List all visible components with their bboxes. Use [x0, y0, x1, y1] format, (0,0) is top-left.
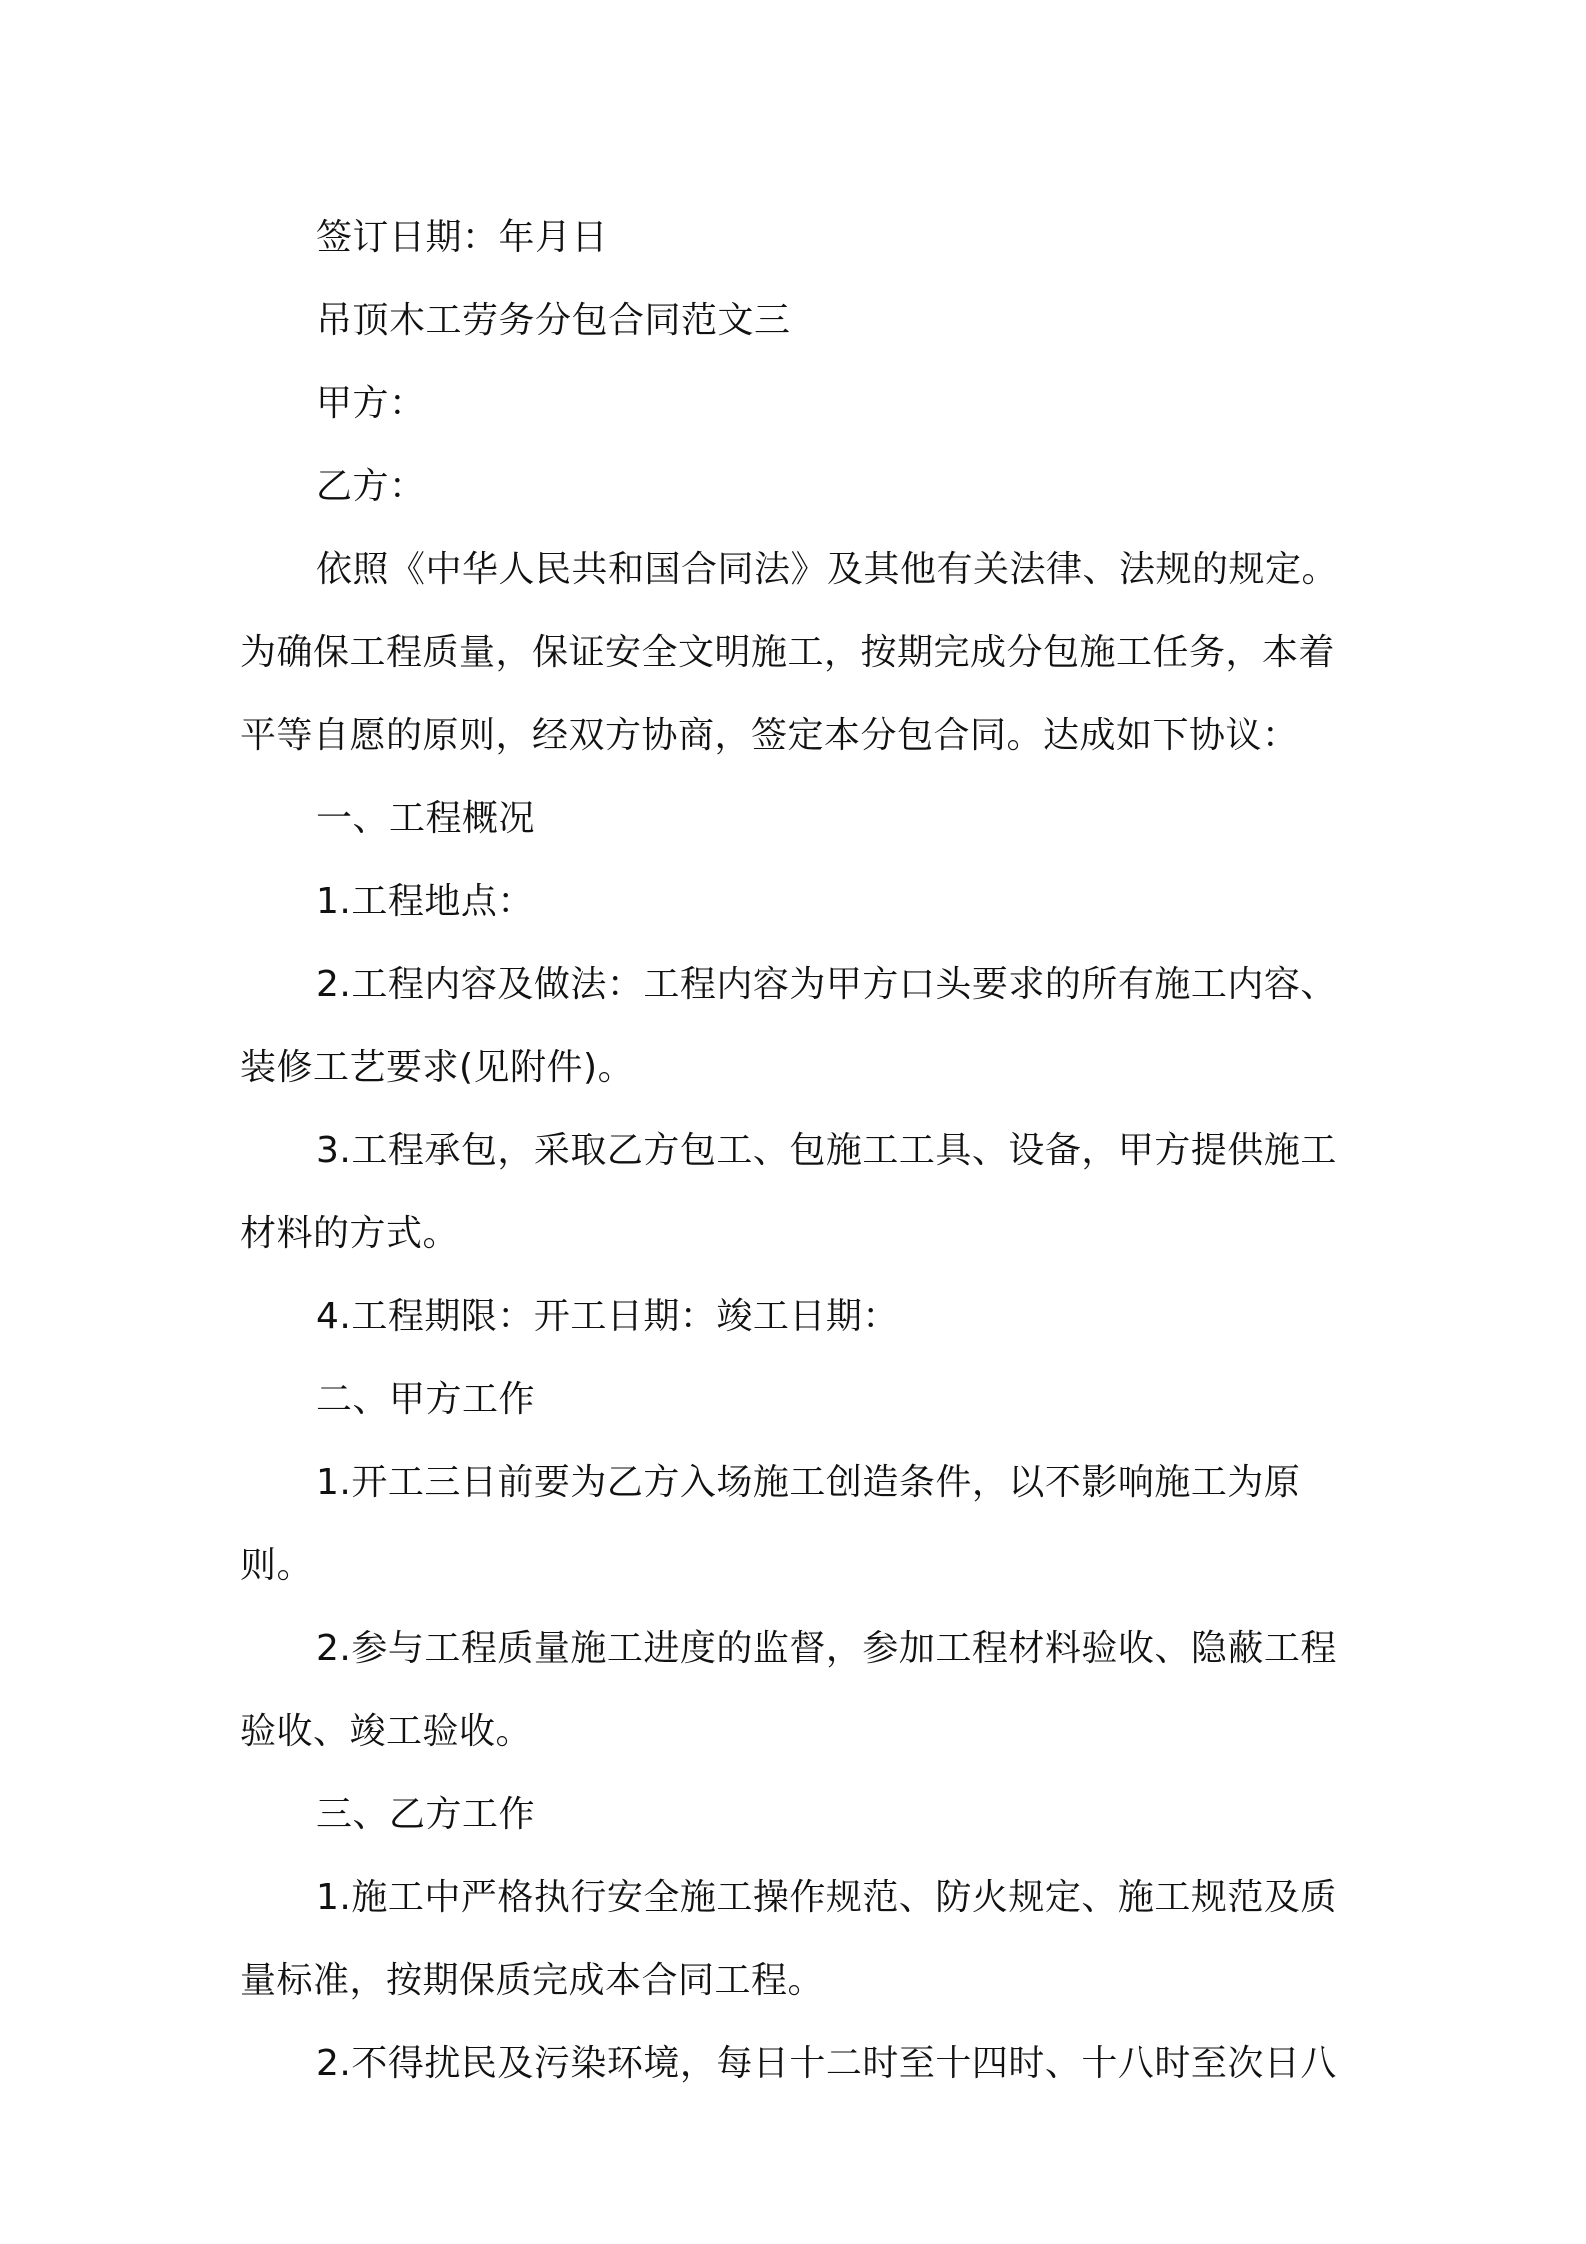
- clause-party-a-duty-2: 2.参与工程质量施工进度的监督，参加工程材料验收、隐蔽工程验收、竣工验收。: [240, 1628, 1337, 1752]
- clause-party-b-duty-2: 2.不得扰民及污染环境，每日十二时至十四时、十八时至次日八: [316, 2043, 1337, 2084]
- party-b-line: 乙方：: [316, 466, 426, 507]
- party-a-line: 甲方：: [316, 383, 426, 424]
- preamble-paragraph: 依照《中华人民共和国合同法》及其他有关法律、法规的规定。为确保工程质量，保证安全文明施工，按期完成分包施工任务，本着平等自愿的原则，经双方协商，签定本分包合同。达成如下协议：: [240, 549, 1339, 756]
- contract-title: 吊顶木工劳务分包合同范文三: [316, 300, 791, 341]
- section-heading-party-b-duties: 三、乙方工作: [316, 1794, 536, 1835]
- clause-party-a-duty-1: 1.开工三日前要为乙方入场施工创造条件，以不影响施工为原则。: [240, 1462, 1301, 1586]
- section-heading-party-a-duties: 二、甲方工作: [316, 1379, 536, 1420]
- clause-project-location: 1.工程地点：: [316, 881, 534, 922]
- clause-party-b-duty-1: 1.施工中严格执行安全施工操作规范、防火规定、施工规范及质量标准，按期保质完成本合同工程。: [240, 1877, 1337, 2001]
- clause-project-period: 4.工程期限：开工日期：竣工日期：: [316, 1296, 899, 1337]
- clause-contract-method: 3.工程承包，采取乙方包工、包施工工具、设备，甲方提供施工材料的方式。: [240, 1130, 1337, 1254]
- clause-project-content: 2.工程内容及做法：工程内容为甲方口头要求的所有施工内容、装修工艺要求(见附件)。: [240, 964, 1337, 1088]
- signing-date-line: 签订日期：年月日: [316, 217, 609, 258]
- document-body: [240, 196, 1370, 2105]
- section-heading-project-overview: 一、工程概况: [316, 798, 536, 839]
